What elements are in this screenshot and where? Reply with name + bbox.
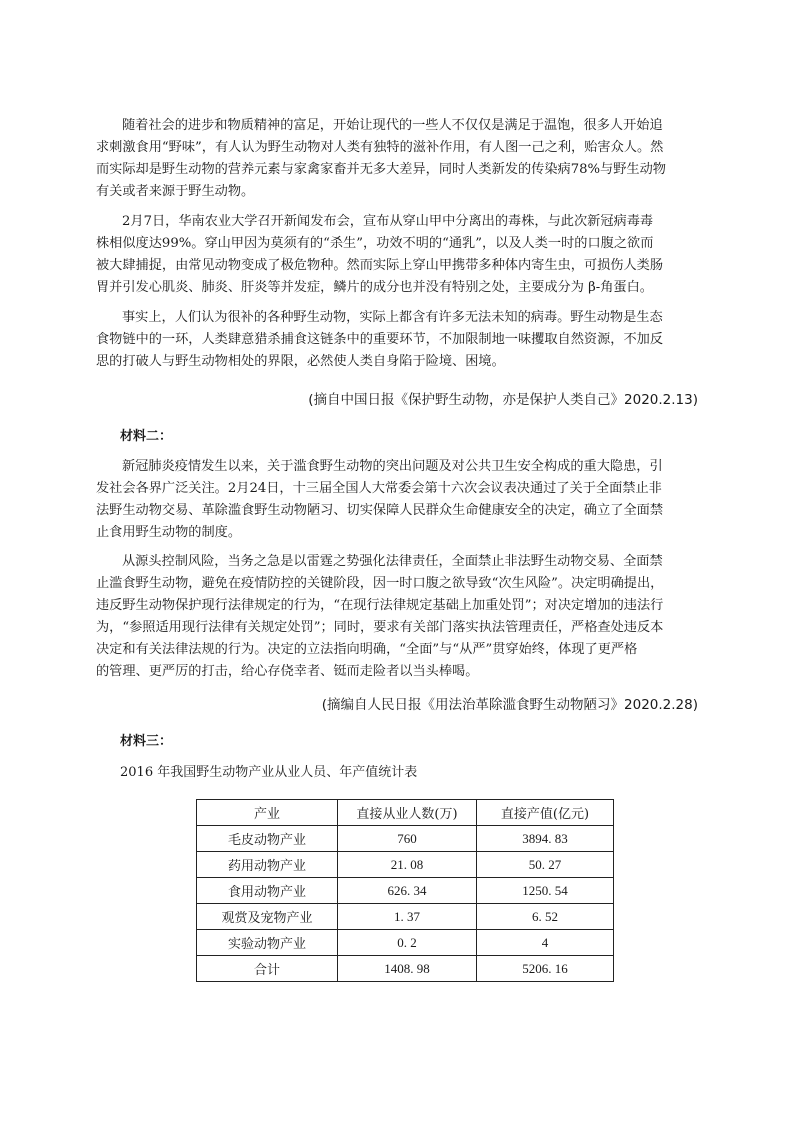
source-citation-2: (摘编自人民日报《用法治革除滥食野生动物陋习》2020.2.28) <box>321 697 698 713</box>
text-line: 求刺激食用“野味”，有人认为野生动物对人类有独特的滋补作用，有人图一己之利，贻害众人。然 <box>96 140 664 155</box>
text-line: 止滥食野生动物，避免在疫情防控的关键阶段，因一时口腹之欲导致“次生风险”。决定明确提出， <box>96 576 664 591</box>
paragraph-material1-2 <box>96 211 698 299</box>
output-value-cell: 4 <box>477 930 614 956</box>
header-industry: 产业 <box>197 800 338 826</box>
text-line: 胃并引发心肌炎、肺炎、肝炎等并发症，鳞片的成分也并没有特别之处，主要成分为 β-角蛋白。 <box>96 280 653 295</box>
industry-cell: 药用动物产业 <box>197 852 338 878</box>
text-line: 食物链中的一环，人类肆意猎杀捕食这链条中的重要环节，不加限制地一味攫取自然资源，不加反 <box>96 332 664 347</box>
employees-cell: 760 <box>338 826 477 852</box>
text-line: 2月7日，华南农业大学召开新闻发布会，宣布从穿山甲中分离出的毒株，与此次新冠病毒毒 <box>122 214 654 229</box>
total-employees-cell: 1408. 98 <box>338 956 477 982</box>
table-header-row <box>197 800 614 826</box>
text-line: 的管理、更严厉的打击，给心存侥幸者、铤而走险者以当头棒喝。 <box>96 664 479 679</box>
table-row <box>197 826 614 852</box>
text-line: 有关或者来源于野生动物。 <box>96 184 255 199</box>
text-line: 事实上，人们认为很补的各种野生动物，实际上都含有许多无法未知的病毒。野生动物是生态 <box>122 310 663 325</box>
text-line: 从源头控制风险，当务之急是以雷霆之势强化法律责任，全面禁止非法野生动物交易、全面禁 <box>122 554 663 569</box>
industry-cell: 观赏及宠物产业 <box>197 904 338 930</box>
employees-cell: 21. 08 <box>338 852 477 878</box>
header-output-value: 直接产值(亿元) <box>477 800 614 826</box>
paragraph-material1-3 <box>96 307 698 373</box>
table-total-row <box>197 956 614 982</box>
text-line: 法野生动物交易、革除滥食野生动物陋习、切实保障人民群众生命健康安全的决定，确立了全面禁 <box>96 503 664 518</box>
text-line: 违反野生动物保护现行法律规定的行为，“在现行法律规定基础上加重处罚”；对决定增加的违法行 <box>96 598 664 613</box>
material2-label: 材料二： <box>120 429 173 444</box>
text-line: 发社会各界广泛关注。2月24日，十三届全国人大常委会第十六次会议表决通过了关于全面禁止非 <box>96 481 662 496</box>
text-line: 为，“参照适用现行法律有关规定处罚”；同时，要求有关部门落实执法管理责任，严格查处违反本 <box>96 620 664 635</box>
table-row <box>197 852 614 878</box>
text-line: 新冠肺炎疫情发生以来，关于滥食野生动物的突出问题及对公共卫生安全构成的重大隐患，引 <box>122 459 663 474</box>
table-caption: 2016 年我国野生动物产业从业人员、年产值统计表 <box>120 765 418 780</box>
text-line: 止食用野生动物的制度。 <box>96 525 242 540</box>
industry-cell: 实验动物产业 <box>197 930 338 956</box>
total-output-value-cell: 5206. 16 <box>477 956 614 982</box>
industry-cell: 毛皮动物产业 <box>197 826 338 852</box>
header-employees: 直接从业人数(万) <box>338 800 477 826</box>
text-line: 随着社会的进步和物质精神的富足，开始让现代的一些人不仅仅是满足于温饱，很多人开始追 <box>122 118 663 133</box>
employees-cell: 626. 34 <box>338 878 477 904</box>
total-label-cell: 合计 <box>197 956 338 982</box>
output-value-cell: 6. 52 <box>477 904 614 930</box>
paragraph-material1-1 <box>96 115 698 203</box>
employees-cell: 0. 2 <box>338 930 477 956</box>
text-line: 株相似度达99%。穿山甲因为莫须有的“杀生”，功效不明的“通乳”，以及人类一时的口腹之欲而 <box>96 236 654 251</box>
text-line: 被大肆捕捉，由常见动物变成了极危物种。然而实际上穿山甲携带多种体内寄生虫，可损伤人类肠 <box>96 258 664 273</box>
table-row <box>197 904 614 930</box>
statistics-table <box>196 799 614 982</box>
text-line: 而实际却是野生动物的营养元素与家禽家畜并无多大差异，同时人类新发的传染病78%与野生动物 <box>96 162 666 177</box>
table-row <box>197 878 614 904</box>
output-value-cell: 3894. 83 <box>477 826 614 852</box>
text-line: 思的打破人与野生动物相处的界限，必然使人类自身陷于险境、困境。 <box>96 354 505 369</box>
material3-label: 材料三： <box>120 734 173 749</box>
industry-cell: 食用动物产业 <box>197 878 338 904</box>
output-value-cell: 1250. 54 <box>477 878 614 904</box>
employees-cell: 1. 37 <box>338 904 477 930</box>
output-value-cell: 50. 27 <box>477 852 614 878</box>
paragraph-material2-1 <box>96 456 698 544</box>
table-row <box>197 930 614 956</box>
text-line: 决定和有关法律法规的行为。决定的立法指向明确，“全面”与“从严”贯穿始终，体现了更严格 <box>96 642 638 657</box>
paragraph-material2-2 <box>96 551 698 683</box>
source-citation-1: (摘自中国日报《保护野生动物，亦是保护人类自己》2020.2.13) <box>308 392 698 408</box>
